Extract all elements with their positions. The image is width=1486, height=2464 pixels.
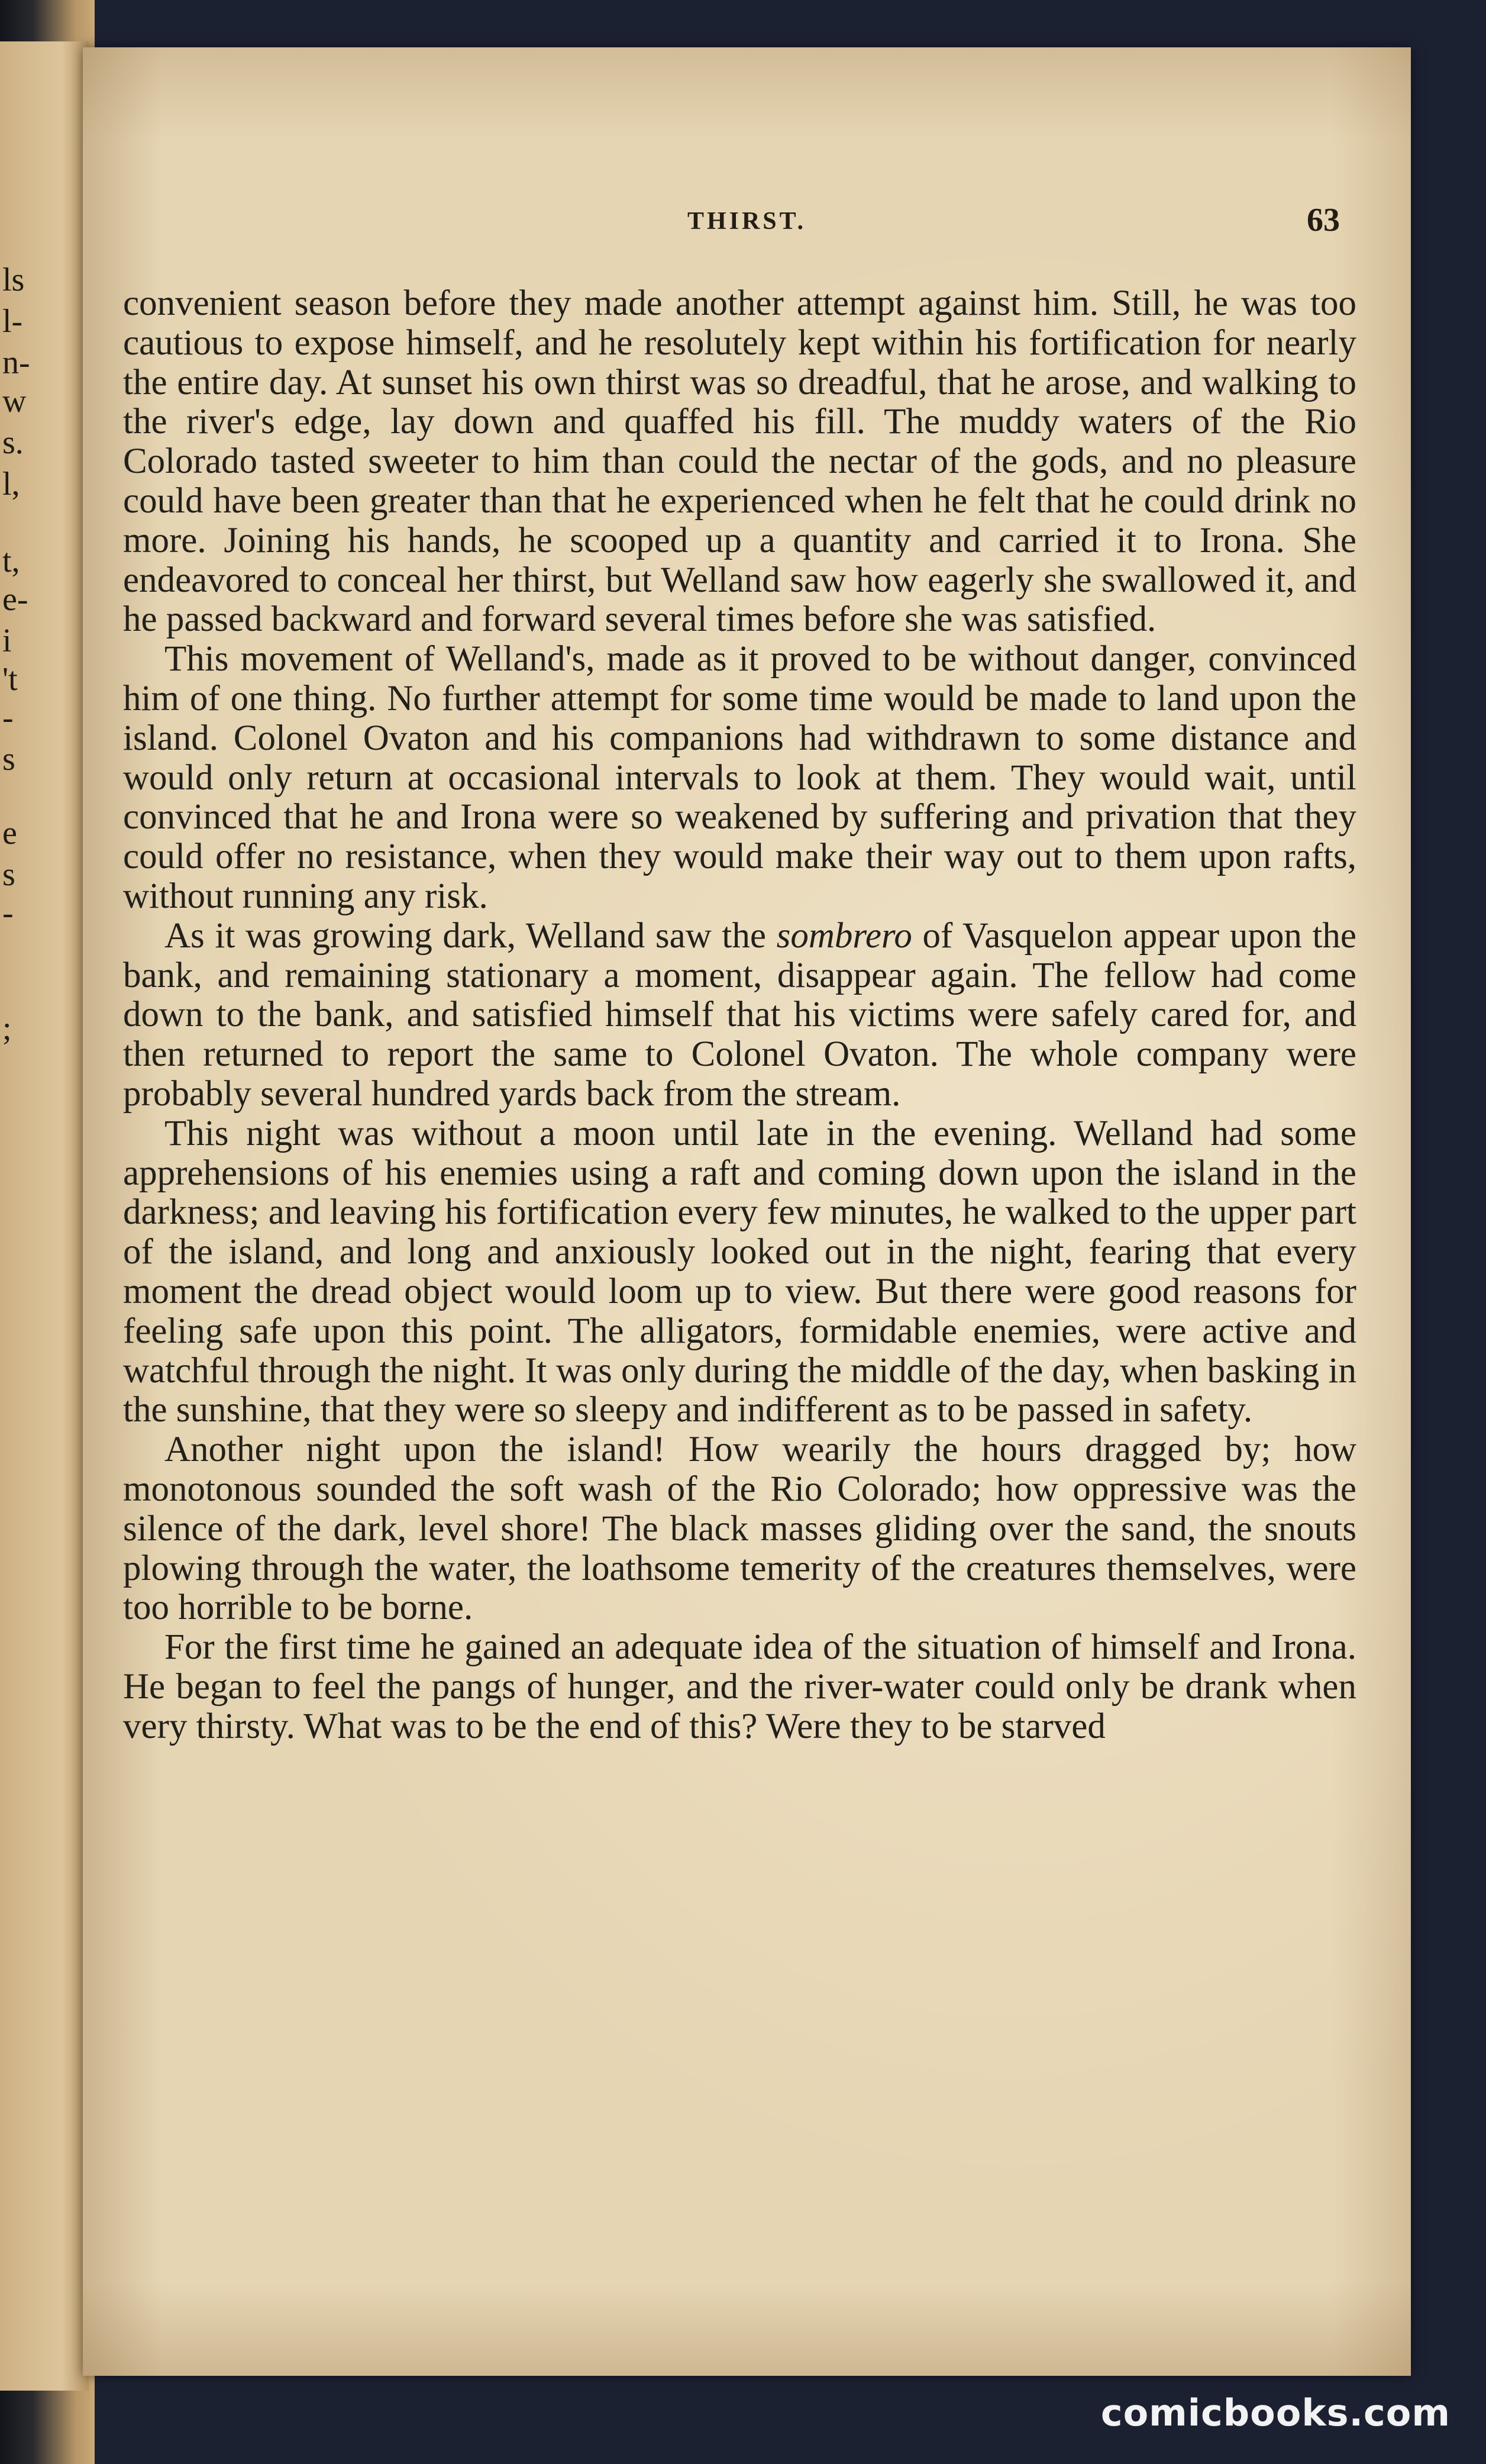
paragraph-text: As it was growing dark, Welland saw the xyxy=(164,915,777,956)
paragraph-text: Another night upon the island! How wearily the hours dragged by; how monotonous sounded the soft wash of the Rio Colorado; how oppressive was the silence of the dark, level shore! The black masses gliding over the sand, the snouts plowing through the water, the loathsome temerity of the creatures themselves, were too horrible to be borne. xyxy=(123,1430,1356,1628)
facing-fragment: - xyxy=(2,699,14,736)
paragraph-text: This night was without a moon until late in the evening. Welland had some apprehensions of his enemies using a raft and coming down upon the island in the darkness; and leaving his fortification every few minutes, he walked to the upper part of the island, and long and anxiously looked out in the night, fearing that every moment the dread object would loom up to view. But there were good reasons for feeling safe upon this point. The alligators, formidable enemies, were active and watchful through the night. It was only during the middle of the day, when basking in the sunshine, that they were so sleepy and indifferent as to be passed in safety. xyxy=(123,1113,1356,1430)
facing-fragment: l, xyxy=(2,466,20,502)
facing-fragment: w xyxy=(2,383,27,420)
paragraph xyxy=(123,1114,1356,1430)
paragraph xyxy=(123,917,1356,1114)
facing-fragment: s. xyxy=(2,424,24,461)
page-number: 63 xyxy=(1307,202,1340,238)
paragraph xyxy=(123,1628,1356,1746)
paragraph xyxy=(123,640,1356,917)
paragraph-text-tail: of Vasquelon appear upon the bank, and remaining stationary a moment, disappear again. The fellow had come down to the bank, and satisfied himself that his victims were safely cared for, and then returned to report the same to Colonel Ovaton. The whole company were probably several hundred yards back from the stream. xyxy=(123,915,1356,1114)
book-page xyxy=(83,47,1411,2376)
facing-fragment: i xyxy=(2,623,12,659)
body-text xyxy=(123,284,1356,1746)
paragraph-text: convenient season before they made another attempt against him. Still, he was too cautious to expose himself, and he resolutely kept within his fortification for nearly the entire day. At sunset his own thirst was so dreadful, that he arose, and walking to the river's edge, lay down and quaffed his fill. The muddy waters of the Rio Colorado tasted sweeter to him than could the nectar of the gods, and no pleasure could have been greater than that he experienced when he felt that he could drink no more. Joining his hands, he scooped up a quantity and carried it to Irona. She endeavored to conceal her thirst, but Welland saw how eagerly she swallowed it, and he passed backward and forward several times before she was satisfied. xyxy=(123,283,1356,640)
facing-fragment: l- xyxy=(2,303,23,340)
paragraph xyxy=(123,284,1356,640)
facing-fragment: s xyxy=(2,741,15,778)
facing-fragment: ls xyxy=(2,262,25,298)
paragraph-text: For the first time he gained an adequate idea of the situation of himself and Irona. He began to feel the pangs of hunger, and the river-water could only be drank when very thirsty. What was to be the end of this? Were they to be starved xyxy=(123,1627,1356,1746)
facing-fragment: s xyxy=(2,856,15,893)
facing-fragment: - xyxy=(2,895,14,931)
facing-page-edge xyxy=(0,41,89,2391)
paragraph-emphasis: sombrero xyxy=(776,915,912,956)
facing-fragment: t, xyxy=(2,543,20,579)
facing-fragment: e xyxy=(2,815,17,852)
site-watermark: comicbooks.com xyxy=(1100,2391,1451,2434)
running-head xyxy=(83,202,1411,243)
facing-fragment: ; xyxy=(2,1010,12,1047)
facing-fragment: 't xyxy=(2,661,18,698)
facing-fragment: e- xyxy=(2,581,28,618)
facing-fragment: n- xyxy=(2,344,30,381)
running-title: THIRST. xyxy=(687,208,807,235)
paragraph-text: This movement of Welland's, made as it proved to be without danger, convinced him of one thing. No further attempt for some time would be made to land upon the island. Colonel Ovaton and his companions had withdrawn to some distance and would only return at occasional intervals to look at them. They would wait, until convinced that he and Irona were so weakened by suffering and privation that they could offer no resistance, when they would make their way out to them upon rafts, without running any risk. xyxy=(123,639,1356,916)
paragraph xyxy=(123,1430,1356,1628)
